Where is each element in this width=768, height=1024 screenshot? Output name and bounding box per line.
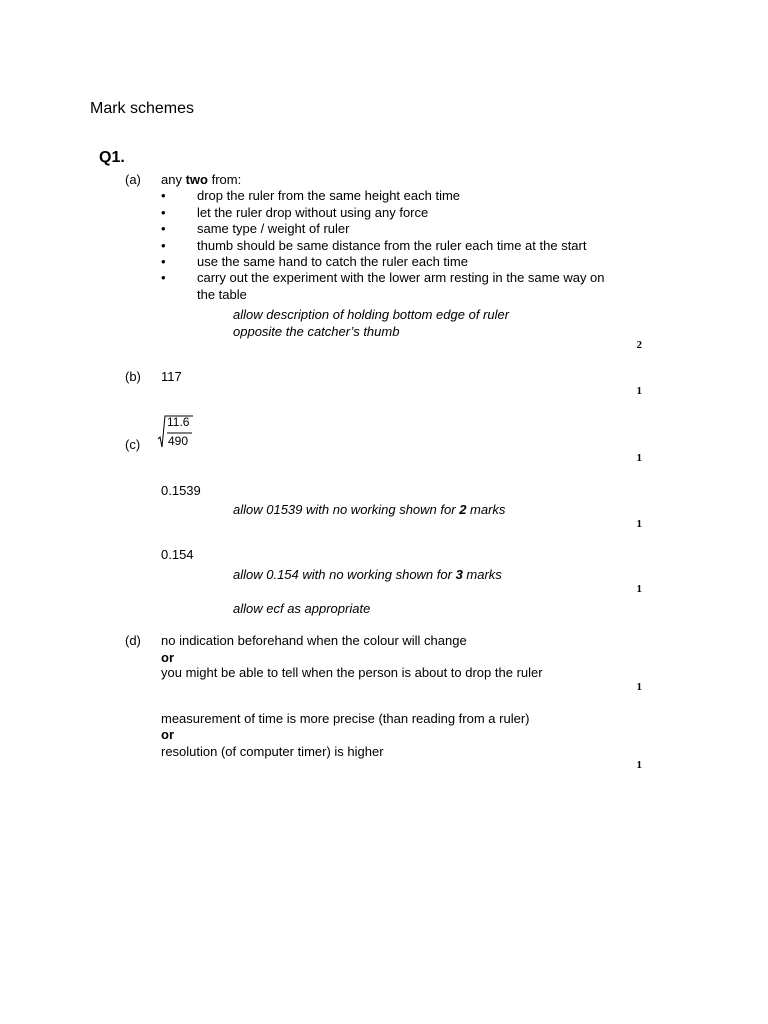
part-a-label: (a) [125,172,141,187]
part-c-label: (c) [125,437,141,452]
sqrt-numerator: 11.6 [167,415,190,429]
part-c-note: allow ecf as appropriate [233,601,371,616]
list-item: same type / weight of ruler [197,221,350,236]
mark-value: 2 [636,339,642,351]
note-text: marks [466,502,506,517]
square-root-expression [157,414,197,450]
bullet-symbol: • [161,221,166,236]
list-item: let the ruler drop without using any force [197,205,429,220]
list-item: thumb should be same distance from the ruler each time at the start [197,238,587,253]
part-c-note [233,502,505,518]
intro-pre: any [161,172,186,187]
part-a-note: opposite the catcher’s thumb [233,324,400,339]
or-label: or [161,650,174,665]
note-text: allow 01539 with no working shown for [233,502,460,517]
note-text: marks [462,567,502,582]
bullet-symbol: • [161,238,166,253]
bullet-symbol: • [161,205,166,220]
part-d-answer: no indication beforehand when the colour will change [161,633,467,648]
mark-value: 1 [636,759,642,771]
list-item-continuation: the table [197,287,247,302]
part-a-note: allow description of holding bottom edge of ruler [233,307,510,322]
or-label: or [161,727,174,742]
note-text: allow 0.154 with no working shown for [233,567,456,582]
part-d-answer: resolution (of computer timer) is higher [161,744,384,759]
page-title: Mark schemes [90,100,195,117]
note-bold: 2 [459,502,467,517]
intro-post: from: [207,172,242,187]
part-c-answer: 0.1539 [161,483,201,498]
list-item: carry out the experiment with the lower arm resting in the same way on [197,270,605,285]
mark-value: 1 [636,452,642,464]
question-number: Q1. [99,149,125,166]
bullet-symbol: • [161,188,166,203]
part-c-answer: 0.154 [161,547,194,562]
part-c-note [233,567,502,583]
part-b-answer: 117 [161,369,182,384]
part-a-intro [161,172,241,188]
list-item: drop the ruler from the same height each time [197,188,461,203]
mark-value: 1 [636,681,642,693]
mark-value: 1 [636,583,642,595]
intro-bold: two [185,172,208,187]
bullet-symbol: • [161,254,166,269]
part-d-answer: measurement of time is more precise (than reading from a ruler) [161,711,530,726]
part-b-label: (b) [125,369,141,384]
bullet-symbol: • [161,270,166,285]
part-d-answer: you might be able to tell when the person is about to drop the ruler [161,665,543,680]
note-bold: 3 [455,567,463,582]
mark-value: 1 [636,385,642,397]
part-d-label: (d) [125,633,141,648]
sqrt-denominator: 490 [168,434,189,448]
list-item: use the same hand to catch the ruler each time [197,254,468,269]
mark-value: 1 [636,518,642,530]
